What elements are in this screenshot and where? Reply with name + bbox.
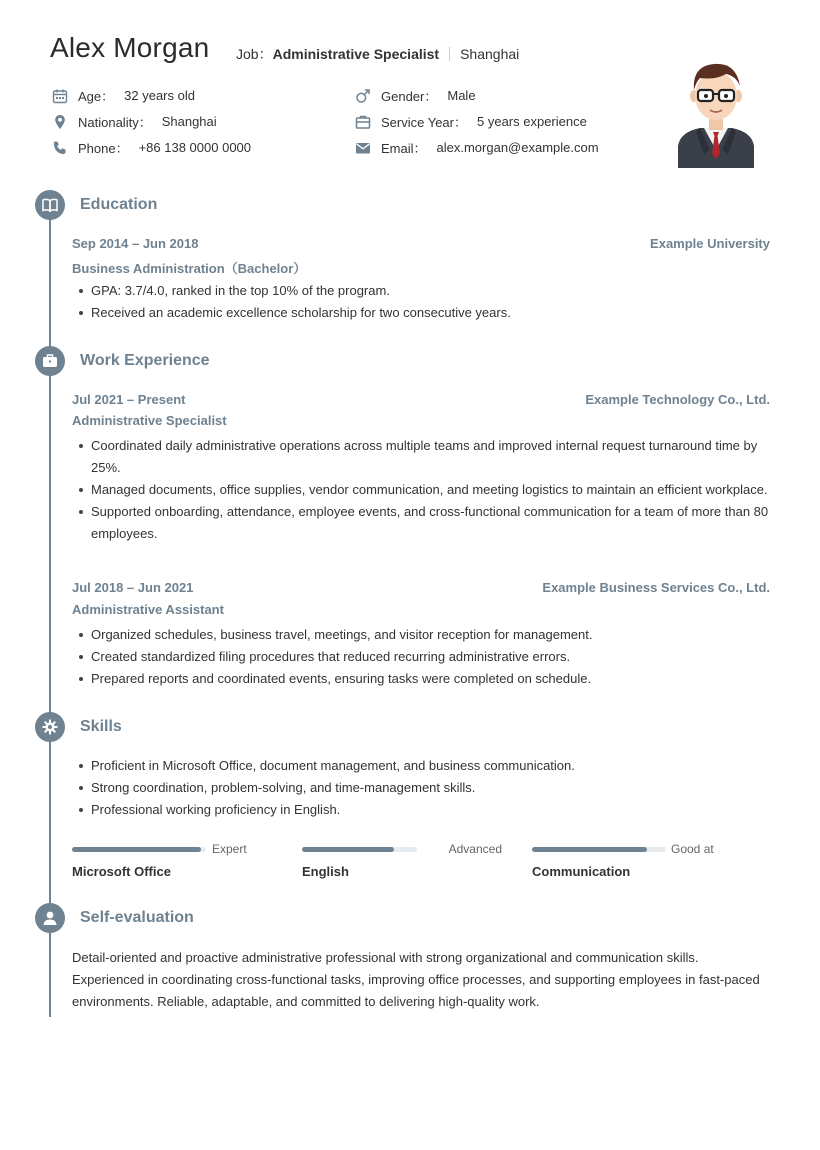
list-item: Coordinated daily administrative operations across multiple teams and improved internal request turnaround time by 25%. <box>72 435 772 479</box>
list-item: Received an academic excellence scholarship for two consecutive years. <box>72 302 772 324</box>
self-eval-text: Detail-oriented and proactive administrative professional with strong organizational and communication skills. Experienced in coordinating cross-functional tasks, improving office processes, and supporting employees in fast-paced environments. Reliable, adaptable, and committed to delivering high-quality work. <box>72 950 760 1009</box>
info-nationality-value: Shanghai <box>161 114 217 129</box>
self-eval-title: Self-evaluation <box>80 909 194 926</box>
education-degree: Business Administration（Bachelor） <box>72 261 307 276</box>
info-gender-label: Gender： <box>381 89 438 104</box>
skill-name: Communication <box>532 864 631 879</box>
skill-bar-fill <box>532 847 647 852</box>
skills-bullets <box>72 755 772 821</box>
info-age-label: Age： <box>78 89 115 104</box>
skill-bar <box>302 847 417 852</box>
job-city: Shanghai <box>460 46 520 62</box>
list-item: Prepared reports and coordinated events, ensuring tasks were completed on schedule. <box>72 668 772 690</box>
mail-icon <box>355 140 371 156</box>
location-icon <box>52 114 68 130</box>
male-icon <box>355 88 371 104</box>
skill-communication <box>532 842 752 879</box>
skill-name: Microsoft Office <box>72 864 171 879</box>
work-2-date: Jul 2018 – Jun 2021 <box>72 580 194 595</box>
info-service-year-label: Service Year： <box>381 115 467 130</box>
skill-microsoft-office <box>72 842 272 879</box>
info-gender <box>355 86 476 105</box>
briefcase-small-icon <box>355 114 371 130</box>
info-email-label: Email： <box>381 141 427 156</box>
info-phone-label: Phone： <box>78 141 129 156</box>
info-email-value: alex.morgan@example.com <box>436 140 599 155</box>
work-title: Work Experience <box>80 352 210 369</box>
gear-icon <box>41 718 59 736</box>
list-item: GPA: 3.7/4.0, ranked in the top 10% of the program. <box>72 280 772 302</box>
list-item: Created standardized filing procedures that reduced recurring administrative errors. <box>72 646 772 668</box>
person-icon <box>41 909 59 927</box>
education-date: Sep 2014 – Jun 2018 <box>72 236 199 251</box>
education-section-marker <box>35 190 65 220</box>
skill-bar-fill <box>72 847 201 852</box>
list-item: Professional working proficiency in English. <box>72 799 772 821</box>
info-gender-value: Male <box>447 88 476 103</box>
list-item: Organized schedules, business travel, meetings, and visitor reception for management. <box>72 624 772 646</box>
skill-bar-fill <box>302 847 394 852</box>
book-icon <box>41 196 59 214</box>
avatar <box>670 58 762 168</box>
list-item: Managed documents, office supplies, vendor communication, and meeting logistics to maintain an efficient workplace. <box>72 479 772 501</box>
info-service-year <box>355 112 587 131</box>
info-phone <box>52 138 251 157</box>
work-1-bullets <box>72 435 772 545</box>
work-2-org: Example Business Services Co., Ltd. <box>542 580 770 595</box>
job-label: Job： <box>236 46 273 62</box>
work-2-role: Administrative Assistant <box>72 602 224 617</box>
info-age-value: 32 years old <box>124 88 195 103</box>
info-age <box>52 86 195 105</box>
info-phone-value: +86 138 0000 0000 <box>138 140 252 155</box>
work-1-role: Administrative Specialist <box>72 413 227 428</box>
skill-bar <box>532 847 666 852</box>
skill-bar <box>72 847 206 852</box>
calendar-icon <box>52 88 68 104</box>
list-item: Supported onboarding, attendance, employee events, and cross-functional communication for a team of more than 80 employees. <box>72 501 772 545</box>
education-title: Education <box>80 196 158 213</box>
skill-level: Advanced <box>448 842 502 856</box>
timeline-line <box>49 205 51 1017</box>
education-bullets <box>72 280 772 324</box>
work-2-bullets <box>72 624 772 690</box>
skills-section-marker <box>35 712 65 742</box>
job-title: Administrative Specialist <box>272 46 440 62</box>
job-divider <box>449 47 450 61</box>
work-1-date: Jul 2021 – Present <box>72 392 186 407</box>
info-service-year-value: 5 years experience <box>477 114 587 129</box>
skill-level: Expert <box>212 842 247 856</box>
skill-name: English <box>302 864 349 879</box>
list-item: Strong coordination, problem-solving, and time-management skills. <box>72 777 772 799</box>
self-eval-section-marker <box>35 903 65 933</box>
work-section-marker <box>35 346 65 376</box>
info-email <box>355 138 599 157</box>
briefcase-icon <box>41 352 59 370</box>
job-line <box>236 44 519 64</box>
info-nationality-label: Nationality： <box>78 115 152 130</box>
skill-level: Good at <box>671 842 714 856</box>
phone-icon <box>52 140 68 156</box>
skills-title: Skills <box>80 718 122 735</box>
education-org: Example University <box>650 236 770 251</box>
skill-english <box>302 842 502 879</box>
candidate-name: Alex Morgan <box>50 32 210 63</box>
list-item: Proficient in Microsoft Office, document management, and business communication. <box>72 755 772 777</box>
work-1-org: Example Technology Co., Ltd. <box>585 392 770 407</box>
info-nationality <box>52 112 217 131</box>
